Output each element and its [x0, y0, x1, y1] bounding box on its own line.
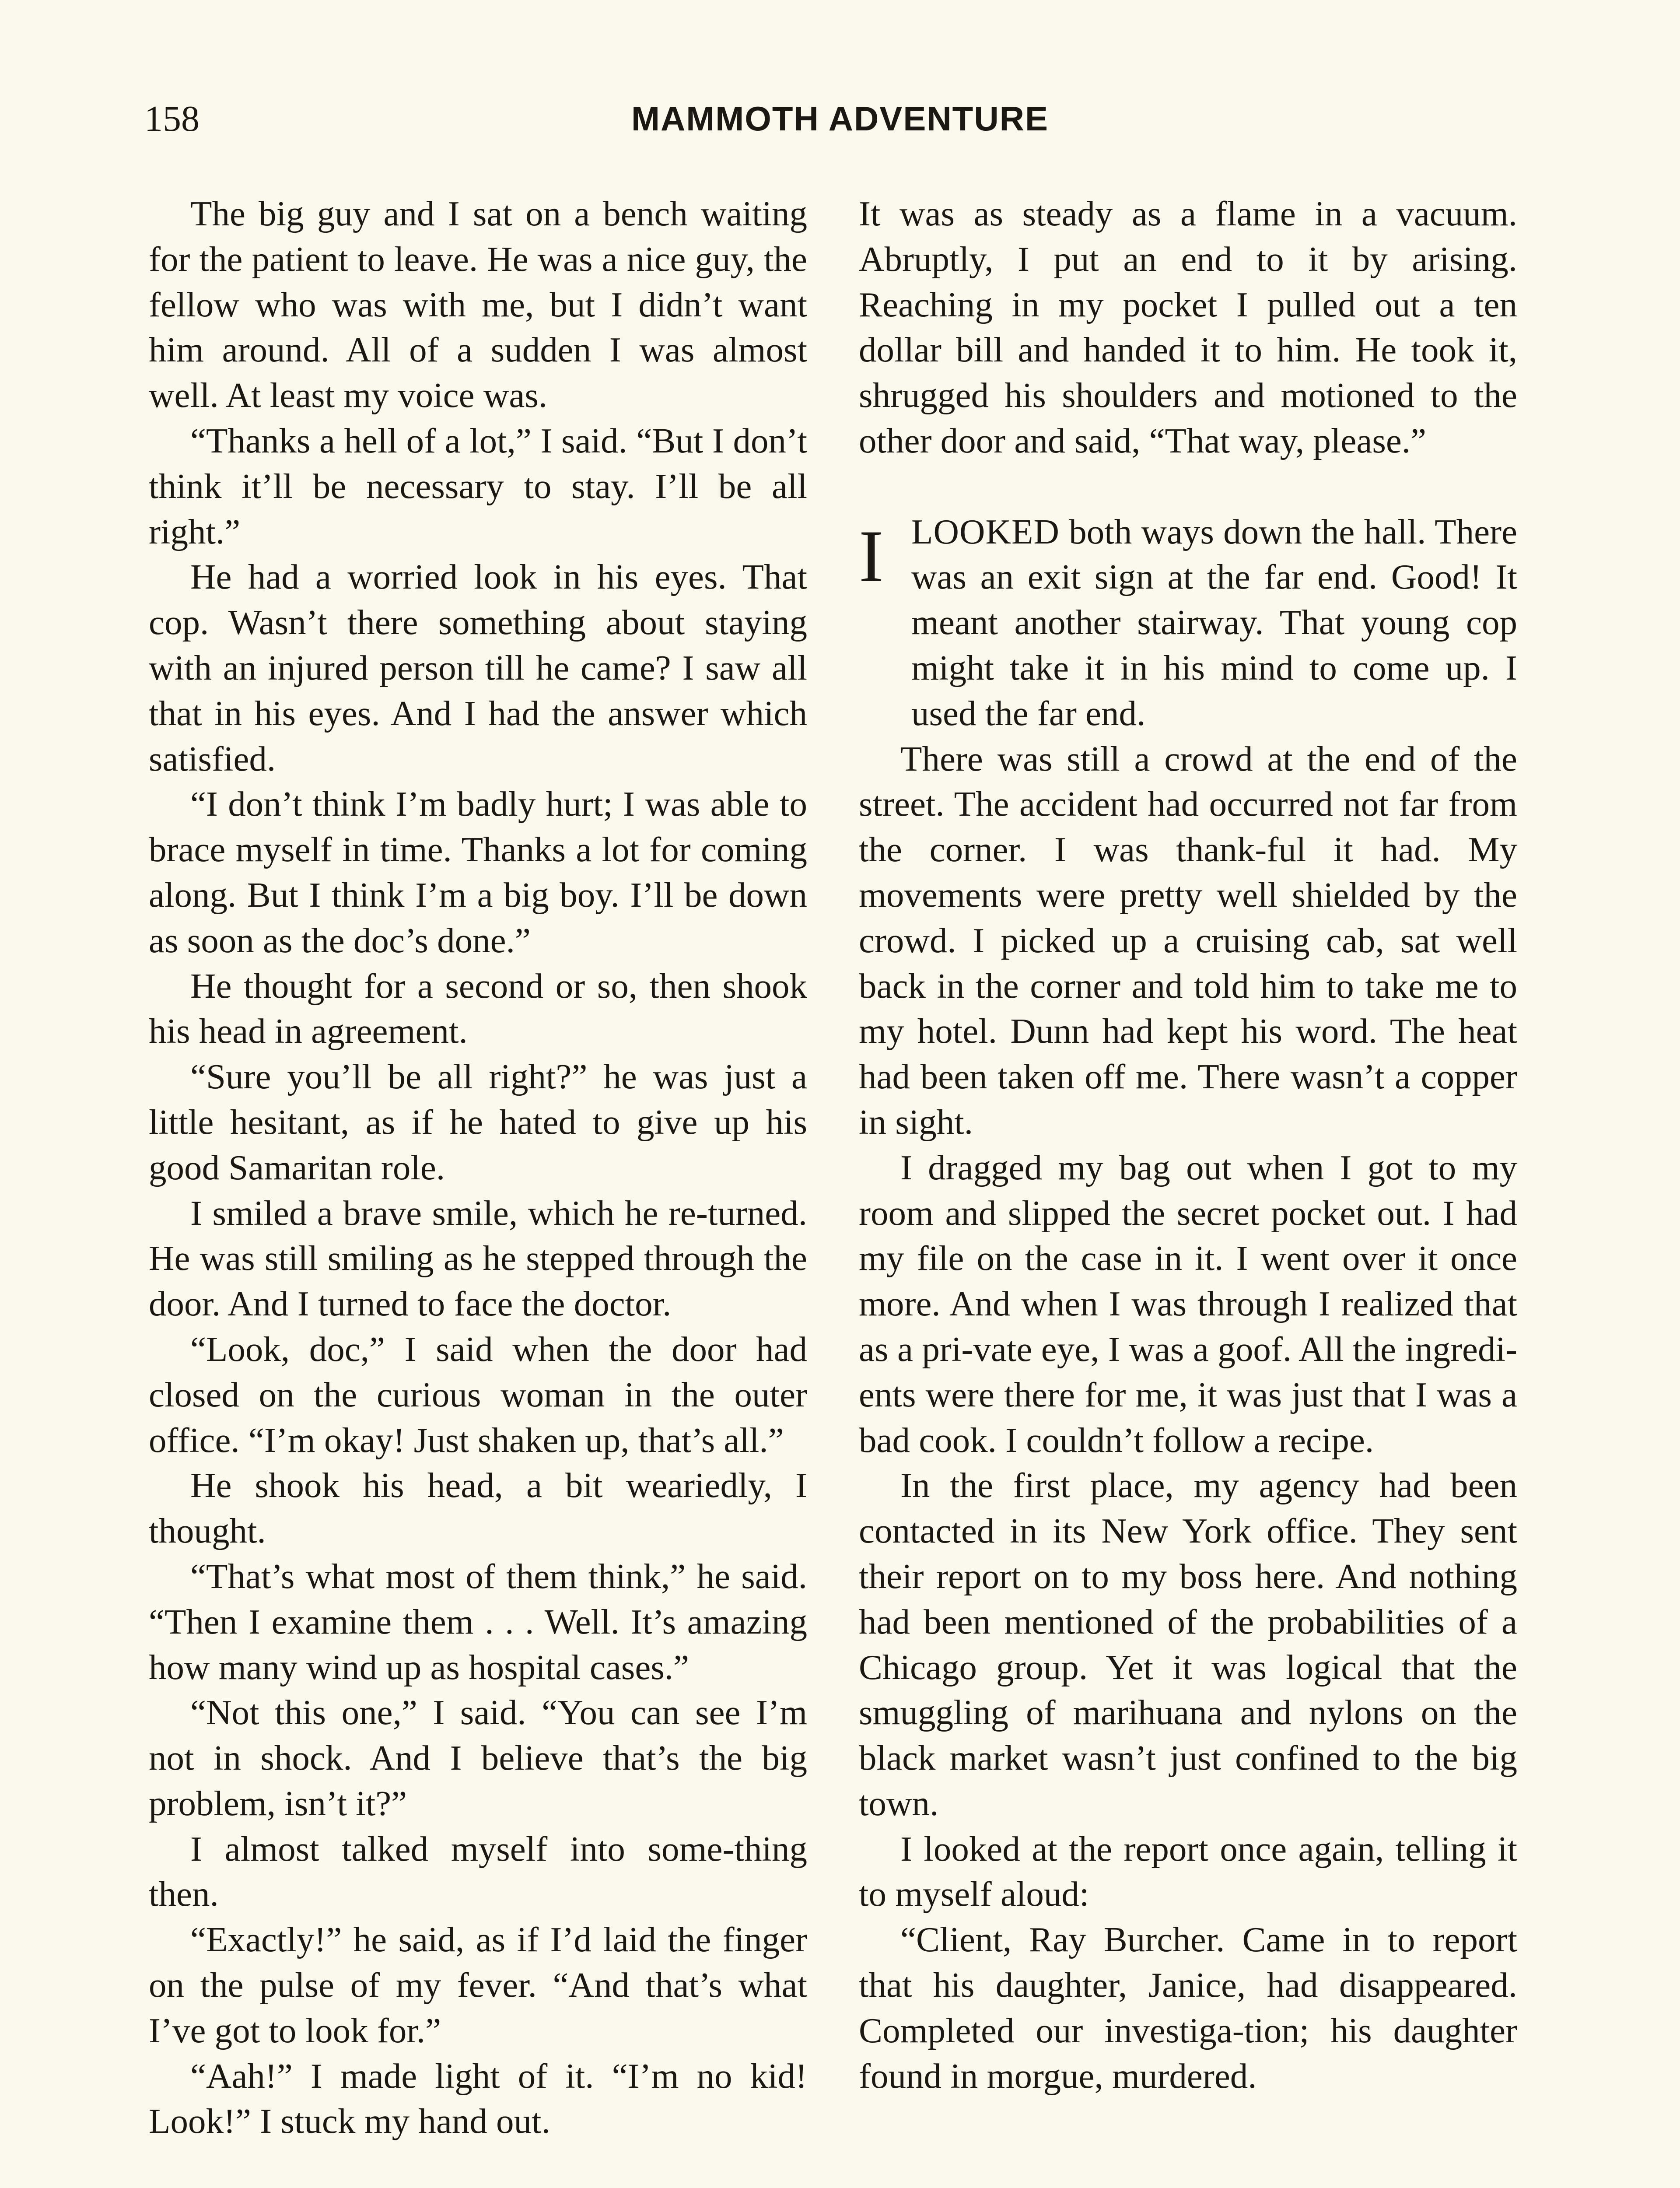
paragraph: I smiled a brave smile, which he re-turned. He was still smiling as he stepped through the door. And I turned to face the doctor. [149, 1193, 807, 1324]
paragraph: “Client, Ray Burcher. Came in to report that his daughter, Janice, had disappeared. Completed our investiga-tion; his daughter found in morgue, murdered. [859, 1920, 1517, 2096]
paragraph: He had a worried look in his eyes. That cop. Wasn’t there something about staying with an injured person till he came? I saw all that in his eyes. And I had the answer which satisfied. [149, 557, 807, 778]
paragraph-continuation: It was as steady as a flame in a vacuum. Abruptly, I put an end to it by arising. Reaching in my pocket I pulled out a ten dollar bill and handed it to him. He took it, shrugged his shoulders and motioned to the other door and said, “That way, please.” [859, 194, 1517, 460]
paragraph: In the first place, my agency had been contacted in its New York office. They sent their report on to my boss here. And nothing had been mentioned of the probabilities of a Chicago group. Yet it was logical that the smuggling of marihuana and nylons on the black market wasn’t just confined to the big town. [859, 1466, 1517, 1823]
paragraph: “Sure you’ll be all right?” he was just a little hesitant, as if he hated to give up his good Samaritan role. [149, 1057, 807, 1187]
paragraph: He thought for a second or so, then shook his head in agreement. [149, 966, 807, 1051]
right-column [859, 191, 1517, 2099]
paragraph: “Aah!” I made light of it. “I’m no kid! Look!” I stuck my hand out. [149, 2056, 807, 2141]
paragraph: There was still a crowd at the end of the street. The accident had occurred not far from the corner. I was thank-ful it had. My movements were pretty well shielded by the crowd. I picked up a cruising cab, sat well back in the corner and told him to take me to my hotel. Dunn had kept his word. The heat had been taken off me. There wasn’t a copper in sight. [859, 739, 1517, 1142]
paragraph: I looked at the report once again, telling it to myself aloud: [859, 1829, 1517, 1914]
section-opening-text: both ways down the hall. There was an exit sign at the far end. Good! It meant another stairway. That young cop might take it in his mind to come up. I used the far end. [911, 512, 1517, 733]
paragraph: The big guy and I sat on a bench waiting for the patient to leave. He was a nice guy, the fellow who was with me, but I didn’t want him around. All of a sudden I was almost well. At least my voice was. [149, 194, 807, 415]
paragraph: “I don’t think I’m badly hurt; I was able to brace myself in time. Thanks a lot for coming along. But I think I’m a big boy. I’ll be down as soon as the doc’s done.” [149, 784, 807, 960]
page-number: 158 [144, 98, 200, 139]
running-title: MAMMOTH ADVENTURE [631, 99, 1049, 138]
paragraph: “Thanks a hell of a lot,” I said. “But I don’t think it’ll be necessary to stay. I’ll be all right.” [149, 421, 807, 551]
paragraph: “That’s what most of them think,” he said. “Then I examine them . . . Well. It’s amazing how many wind up as hospital cases.” [149, 1556, 807, 1687]
paragraph: He shook his head, a bit weariedly, I thought. [149, 1466, 807, 1551]
left-column [149, 191, 807, 2144]
section-opening-paragraph [859, 509, 1517, 736]
paragraph: “Look, doc,” I said when the door had closed on the curious woman in the outer office. “I’m okay! Just shaken up, that’s all.” [149, 1329, 807, 1460]
paragraph: “Exactly!” he said, as if I’d laid the finger on the pulse of my fever. “And that’s what I’ve got to look for.” [149, 1920, 807, 2050]
paragraph: I dragged my bag out when I got to my room and slipped the secret pocket out. I had my file on the case in it. I went over it once more. And when I was through I realized that as a pri-vate eye, I was a goof. All the ingredi-ents were there for me, it was just that I was a bad cook. I couldn’t follow a recipe. [859, 1147, 1517, 1460]
paragraph: “Not this one,” I said. “You can see I’m not in shock. And I believe that’s the big problem, isn’t it?” [149, 1693, 807, 1823]
drop-cap: I [859, 515, 884, 597]
paragraph: I almost talked myself into some-thing then. [149, 1829, 807, 1914]
section-lead-word: LOOKED [911, 512, 1060, 551]
